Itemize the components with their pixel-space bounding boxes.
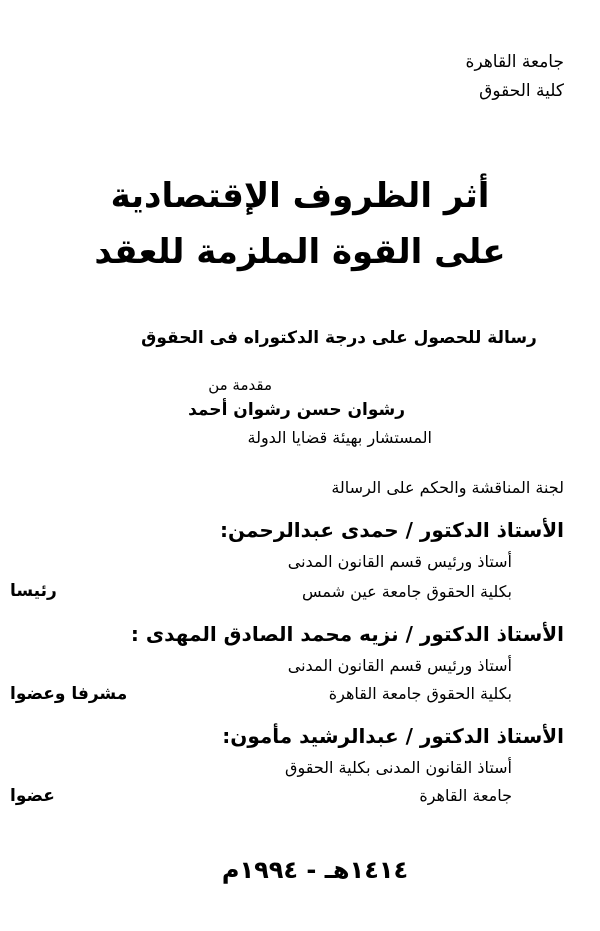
committee-member-title: أستاذ ورئيس قسم القانون المدنى [287, 656, 512, 675]
committee-member-role: مشرفا وعضوا [10, 684, 128, 704]
committee-heading: لجنة المناقشة والحكم على الرسالة [331, 478, 564, 497]
thesis-title-line-1: أثر الظروف الإقتصادية [110, 176, 490, 216]
presented-by-label: مقدمة من [208, 376, 272, 394]
institution-header [466, 48, 564, 106]
author-name: رشوان حسن رشوان أحمد [188, 400, 405, 420]
committee-member-affiliation: جامعة القاهرة [419, 786, 512, 805]
committee-member-title: أستاذ القانون المدنى بكلية الحقوق [285, 758, 512, 777]
author-position: المستشار بهيئة قضايا الدولة [247, 428, 432, 447]
committee-member-title: أستاذ ورئيس قسم القانون المدنى [287, 552, 512, 571]
thesis-title [0, 168, 600, 280]
thesis-date: ١٤١٤هـ - ١٩٩٤م [221, 856, 409, 884]
committee-member-name: الأستاذ الدكتور / عبدالرشيد مأمون: [222, 724, 564, 748]
committee-member-affiliation: بكلية الحقوق جامعة عين شمس [302, 582, 512, 601]
university-name: جامعة القاهرة [465, 52, 564, 72]
faculty-name: كلية الحقوق [479, 81, 564, 101]
committee-member-role: عضوا [10, 786, 55, 806]
committee-member-name: الأستاذ الدكتور / نزيه محمد الصادق المهدى : [130, 622, 564, 646]
thesis-subtitle: رسالة للحصول على درجة الدكتوراه فى الحقوق [141, 328, 537, 348]
thesis-title-line-2: على القوة الملزمة للعقد [94, 232, 506, 272]
committee-member-role: رئيسا [10, 581, 57, 601]
committee-member-affiliation: بكلية الحقوق جامعة القاهرة [328, 684, 512, 703]
committee-member-name: الأستاذ الدكتور / حمدى عبدالرحمن: [220, 518, 564, 542]
